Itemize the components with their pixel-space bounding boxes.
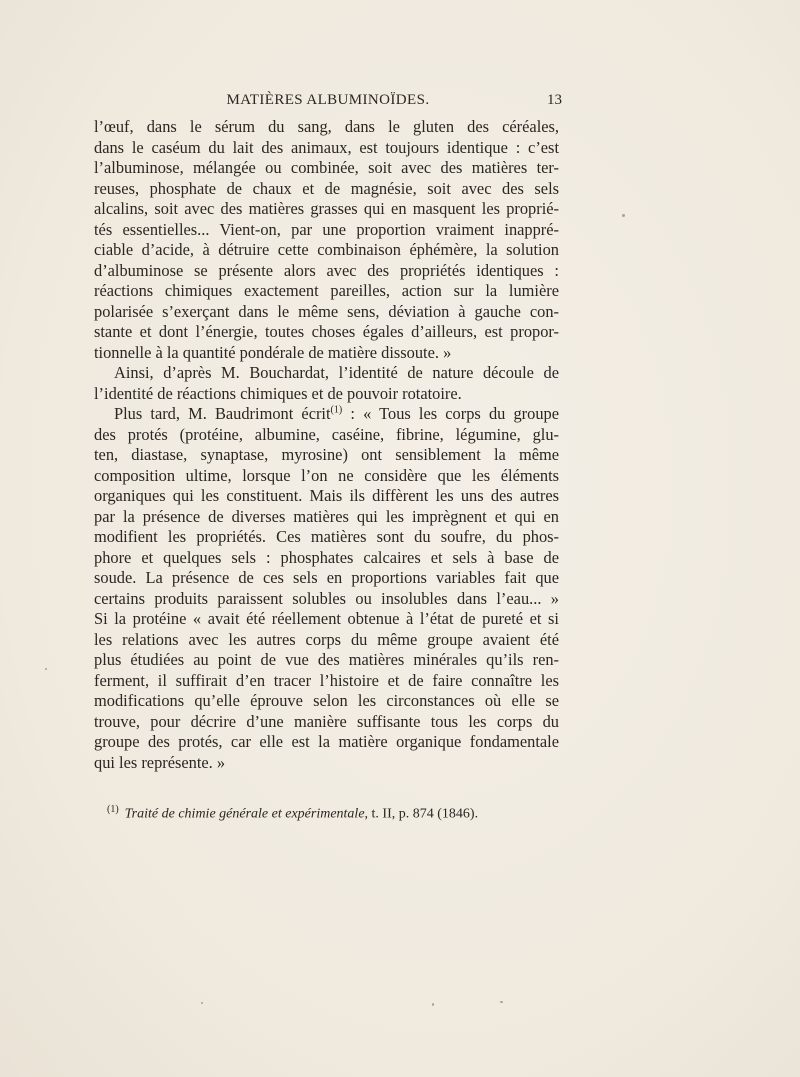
text-line: soude. La présence de ces sels en proportions variables fait que — [94, 568, 559, 587]
body-text — [94, 117, 559, 773]
text-line: l’œuf, dans le sérum du sang, dans le gluten des céréales, — [94, 117, 559, 136]
text-line: groupe des protés, car elle est la matière organique fondamentale — [94, 732, 559, 751]
text-line: les relations avec les autres corps du même groupe avaient été — [94, 629, 559, 649]
text-line: ten, diastase, synaptase, myrosine) ont sensiblement la même — [94, 445, 559, 464]
running-title: MATIÈRES ALBUMINOÏDES. — [226, 92, 430, 108]
text-line: reuses, phosphate de chaux et de magnésie, soit avec des sels — [94, 178, 559, 198]
text-fragment: : « Tous les corps du groupe — [342, 404, 560, 423]
paper-speck — [201, 1002, 203, 1004]
text-line: d’albuminose se présente alors avec des propriétés identiques : — [94, 260, 559, 280]
text-line: tés essentielles... Vient-on, par une proportion vraiment inappré- — [94, 219, 559, 239]
text-line: certains produits paraissent solubles ou insolubles dans l’eau... » — [94, 588, 559, 608]
text-line: modifient les propriétés. Ces matières sont du soufre, du phos- — [94, 527, 559, 546]
footnote — [107, 804, 567, 823]
footnote-title: Traité de chimie générale et expérimentale — [124, 806, 365, 822]
text-line: organiques qui les constituent. Mais ils diffèrent les uns des autres — [94, 486, 559, 505]
text-line: ferment, il suffirait d’en tracer l’histoire et de faire connaître les — [94, 670, 559, 690]
footnote-reference: (1) — [330, 404, 343, 416]
text-line: Ainsi, d’après M. Bouchardat, l’identité de nature découle de — [114, 363, 559, 382]
footnote-details: , t. II, p. 874 (1846). — [364, 806, 479, 822]
text-line: trouve, pour décrire d’une manière suffisante tous les corps du — [94, 711, 559, 731]
text-line: réactions chimiques exactement pareilles, action sur la lumière — [94, 281, 559, 300]
text-line: l’identité de réactions chimiques et de pouvoir rotatoire. — [94, 383, 462, 403]
paper-speck — [45, 668, 47, 670]
text-line: tionnelle à la quantité pondérale de matière dissoute. » — [94, 342, 452, 362]
text-line-with-footnote-ref — [94, 404, 559, 425]
text-line: qui les représente. » — [94, 752, 226, 772]
paper-speck — [432, 1003, 434, 1006]
text-line: alcalins, soit avec des matières grasses qui en masquent les proprié- — [94, 199, 559, 218]
text-line: par la présence de diverses matières qui les imprègnent et qui en — [94, 506, 559, 526]
paper-speck — [500, 1001, 503, 1003]
page-number: 13 — [547, 92, 562, 108]
text-line: stante et dont l’énergie, toutes choses égales d’ailleurs, est propor- — [94, 322, 559, 341]
text-line: l’albuminose, mélangée ou combinée, soit avec des matières ter- — [94, 158, 559, 177]
text-line: Si la protéine « avait été réellement obtenue à l’état de pureté et si — [94, 609, 559, 628]
text-fragment: Plus tard, M. Baudrimont écrit — [114, 404, 331, 423]
text-line: modifications qu’elle éprouve selon les circonstances où elle se — [94, 691, 559, 710]
text-line: phore et quelques sels : phosphates calcaires et sels à base de — [94, 547, 559, 567]
footnote-mark: (1) — [107, 804, 119, 815]
text-line: plus étudiées au point de vue des matières minérales qu’ils ren- — [94, 650, 559, 669]
text-line: ciable d’acide, à détruire cette combinaison éphémère, la solution — [94, 240, 559, 259]
text-line: polarisée s’exerçant dans le même sens, déviation à gauche con- — [94, 301, 559, 321]
text-line: des protés (protéine, albumine, caséine, fibrine, légumine, glu- — [94, 424, 559, 444]
paper-speck — [622, 214, 625, 217]
text-line: composition ultime, lorsque l’on ne considère que les éléments — [94, 465, 559, 485]
page-header — [94, 92, 562, 114]
text-line: dans le caséum du lait des animaux, est toujours identique : c’est — [94, 137, 559, 157]
